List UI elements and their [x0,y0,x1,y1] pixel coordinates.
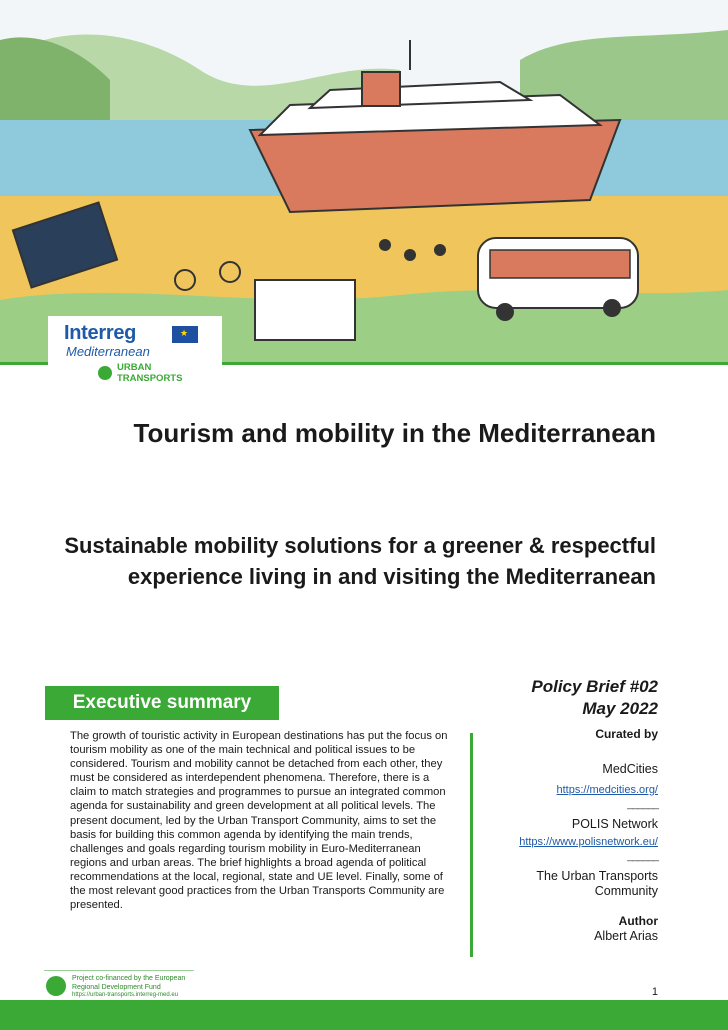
eu-flag-icon [172,326,198,343]
separator-2: ______ [627,850,658,862]
project-url: https://urban-transports.interreg-med.eu [72,992,179,998]
policy-brief-number: Policy Brief #02 [531,677,658,696]
interreg-logo [48,316,222,396]
medcities-link[interactable]: https://medcities.org/ [556,784,658,796]
transports-label: TRANSPORTS [117,373,183,384]
page-number: 1 [651,986,658,998]
urban-label: URBAN [117,362,152,373]
sidebar-info [418,676,658,944]
author-name: Albert Arias [594,929,658,943]
cofinanced-text: Project co-financed by the European Regional Development Fund [72,975,186,991]
interreg-small-icon [46,976,66,996]
urban-transports-logo [98,362,222,384]
curated-by-label: Curated by [595,727,658,741]
org-polis: POLIS Network [571,817,658,831]
footer-bar [0,1000,728,1030]
org-medcities: MedCities [602,762,658,776]
interreg-wordmark: Interreg [64,322,137,344]
publication-date: May 2022 [582,699,658,718]
document-subtitle: Sustainable mobility solutions for a greener & respectful experience living in and visiting the Mediterranean [64,533,656,589]
harbour-illustration [0,0,728,362]
polis-link[interactable]: https://www.polisnetwork.eu/ [519,836,658,848]
urban-transports-icon [98,366,112,380]
separator-1: ______ [627,798,658,810]
executive-summary-text: The growth of touristic activity in European destinations has put the focus on tourism mobility as one of the main technical and political issues to be considered. Tourism and mobility cannot be detached from each other, they must be considered as interdependent phenomena. Therefore, there is a claim to match strategies and programmes to pursue an integrated common agenda for sustainability and green development at all political levels. The present document, led by the Urban Transport Community, aims to set the basis for building this common agenda by identifying the main trends, challenges and goals regarding tourism mobility in Euro-Mediterranean regions and urban areas. The brief highlights a broad agenda of political recommendations at the local, regional, state and UE level. Finally, some of the most relevant good practices from the Urban Transports Community are presented. [70,730,448,912]
mediterranean-wordmark: Mediterranean [66,344,150,359]
document-title: Tourism and mobility in the Mediterranean [133,418,656,448]
executive-summary-heading: Executive summary [45,686,279,720]
author-label: Author [618,914,658,928]
hero-illustration [0,0,728,362]
org-urban-transports: The Urban Transports Community [536,869,658,898]
